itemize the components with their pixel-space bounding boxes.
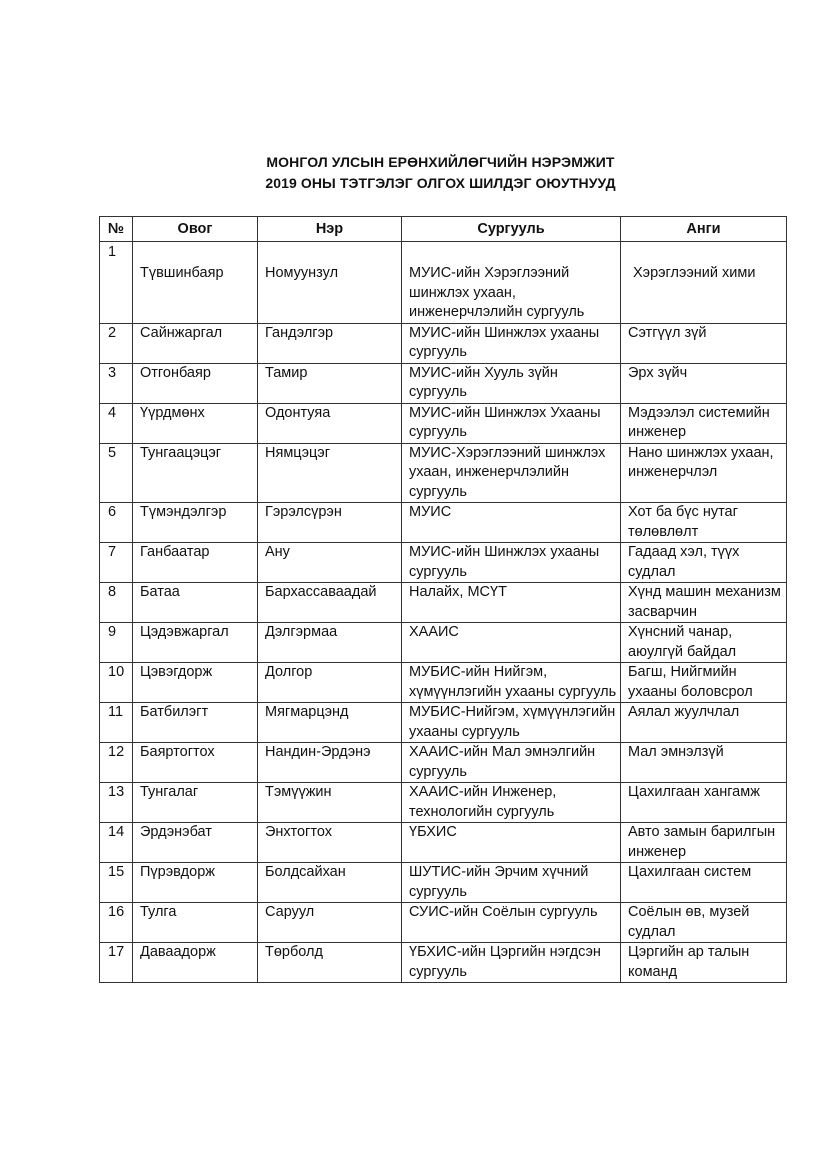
cell-grade: Цахилгаан систем — [621, 863, 787, 903]
table-row — [100, 443, 787, 503]
cell-num: 15 — [100, 863, 133, 903]
cell-num: 2 — [100, 323, 133, 363]
cell-num: 4 — [100, 403, 133, 443]
cell-school: ХААИС-ийн Мал эмнэлгийн сургууль — [402, 743, 621, 783]
cell-name: Саруул — [258, 903, 402, 943]
cell-surname: Батбилэгт — [133, 703, 258, 743]
cell-num: 3 — [100, 363, 133, 403]
cell-num: 16 — [100, 903, 133, 943]
cell-surname: Үүрдмөнх — [133, 403, 258, 443]
cell-surname: Ганбаатар — [133, 543, 258, 583]
cell-grade: Цахилгаан хангамж — [621, 783, 787, 823]
document-title-line2: 2019 ОНЫ ТЭТГЭЛЭГ ОЛГОХ ШИЛДЭГ ОЮУТНУУД — [265, 175, 616, 191]
table-row — [100, 623, 787, 663]
cell-name: Нямцэцэг — [258, 443, 402, 503]
cell-grade: Багш, Нийгмийн ухааны боловсрол — [621, 663, 787, 703]
cell-school: ХААИС — [402, 623, 621, 663]
table-row — [100, 503, 787, 543]
header-school: Сургууль — [402, 217, 621, 242]
cell-school: ХААИС-ийн Инженер, технологийн сургууль — [402, 783, 621, 823]
cell-grade: Сэтгүүл зүй — [621, 323, 787, 363]
cell-grade: Хүнд машин механизм засварчин — [621, 583, 787, 623]
table-row — [100, 403, 787, 443]
cell-surname: Тунгаацэцэг — [133, 443, 258, 503]
cell-num: 12 — [100, 743, 133, 783]
cell-num: 8 — [100, 583, 133, 623]
cell-school: МУИС-ийн Шинжлэх ухааны сургууль — [402, 323, 621, 363]
table-row — [100, 743, 787, 783]
cell-school: МУИС-ийн Шинжлэх Ухааны сургууль — [402, 403, 621, 443]
cell-num: 13 — [100, 783, 133, 823]
cell-grade: Эрх зүйч — [621, 363, 787, 403]
document-title-line1: МОНГОЛ УЛСЫН ЕРӨНХИЙЛӨГЧИЙН НЭРЭМЖИТ — [266, 154, 615, 170]
cell-school: ҮБХИС-ийн Цэргийн нэгдсэн сургууль — [402, 943, 621, 983]
cell-grade: Хот ба бүс нутаг төлөвлөлт — [621, 503, 787, 543]
table-row — [100, 242, 787, 324]
scholarship-table — [99, 216, 787, 983]
table-row — [100, 323, 787, 363]
header-grade: Анги — [621, 217, 787, 242]
cell-name: Мягмарцэнд — [258, 703, 402, 743]
cell-num: 1 — [100, 242, 133, 324]
cell-name: Гандэлгэр — [258, 323, 402, 363]
cell-num: 7 — [100, 543, 133, 583]
cell-surname: Түмэндэлгэр — [133, 503, 258, 543]
cell-surname: Түвшинбаяр — [133, 242, 258, 324]
cell-school: ШУТИС-ийн Эрчим хүчний сургууль — [402, 863, 621, 903]
table-row — [100, 543, 787, 583]
cell-name: Болдсайхан — [258, 863, 402, 903]
cell-num: 10 — [100, 663, 133, 703]
cell-num: 14 — [100, 823, 133, 863]
cell-name: Долгор — [258, 663, 402, 703]
cell-name: Төрболд — [258, 943, 402, 983]
header-surname: Овог — [133, 217, 258, 242]
cell-grade: Мал эмнэлзүй — [621, 743, 787, 783]
table-row — [100, 943, 787, 983]
cell-name: Энхтогтох — [258, 823, 402, 863]
cell-school: МУИС-ийн Хууль зүйн сургууль — [402, 363, 621, 403]
cell-surname: Тулга — [133, 903, 258, 943]
cell-surname: Тунгалаг — [133, 783, 258, 823]
table-row — [100, 363, 787, 403]
cell-grade: Гадаад хэл, түүх судлал — [621, 543, 787, 583]
table-row — [100, 663, 787, 703]
cell-grade: Хэрэглээний хими — [621, 242, 787, 324]
cell-school: СУИС-ийн Соёлын сургууль — [402, 903, 621, 943]
header-name: Нэр — [258, 217, 402, 242]
cell-school: МУИС-ийн Шинжлэх ухааны сургууль — [402, 543, 621, 583]
table-row — [100, 703, 787, 743]
cell-num: 11 — [100, 703, 133, 743]
table-row — [100, 903, 787, 943]
cell-surname: Сайнжаргал — [133, 323, 258, 363]
cell-name: Нандин-Эрдэнэ — [258, 743, 402, 783]
cell-school: МУИС — [402, 503, 621, 543]
cell-surname: Баяртогтох — [133, 743, 258, 783]
table-row — [100, 583, 787, 623]
cell-name: Номуунзул — [258, 242, 402, 324]
cell-school: Налайх, МСҮТ — [402, 583, 621, 623]
cell-num: 6 — [100, 503, 133, 543]
cell-surname: Пүрэвдорж — [133, 863, 258, 903]
cell-name: Гэрэлсүрэн — [258, 503, 402, 543]
cell-surname: Цэдэвжаргал — [133, 623, 258, 663]
cell-surname: Эрдэнэбат — [133, 823, 258, 863]
cell-surname: Батаа — [133, 583, 258, 623]
cell-school: МУИС-Хэрэглээний шинжлэх ухаан, инженерчлэлийн сургууль — [402, 443, 621, 503]
cell-grade: Цэргийн ар талын команд — [621, 943, 787, 983]
table-row — [100, 863, 787, 903]
cell-school: МУИС-ийн Хэрэглээний шинжлэх ухаан, инженерчлэлийн сургууль — [402, 242, 621, 324]
cell-surname: Даваадорж — [133, 943, 258, 983]
cell-grade: Хүнсний чанар, аюулгүй байдал — [621, 623, 787, 663]
header-num: № — [100, 217, 133, 242]
cell-grade: Соёлын өв, музей судлал — [621, 903, 787, 943]
cell-name: Бархассаваадай — [258, 583, 402, 623]
table-body — [100, 242, 787, 983]
table-header-row — [100, 217, 787, 242]
cell-name: Ану — [258, 543, 402, 583]
cell-surname: Цэвэгдорж — [133, 663, 258, 703]
cell-num: 17 — [100, 943, 133, 983]
table-row — [100, 783, 787, 823]
cell-name: Тэмүүжин — [258, 783, 402, 823]
cell-school: МУБИС-Нийгэм, хүмүүнлэгийн ухааны сургууль — [402, 703, 621, 743]
cell-school: МУБИС-ийн Нийгэм, хүмүүнлэгийн ухааны сургууль — [402, 663, 621, 703]
cell-name: Дэлгэрмаа — [258, 623, 402, 663]
cell-grade: Авто замын барилгын инженер — [621, 823, 787, 863]
table-row — [100, 823, 787, 863]
cell-surname: Отгонбаяр — [133, 363, 258, 403]
cell-name: Одонтуяа — [258, 403, 402, 443]
cell-grade: Нано шинжлэх ухаан, инженерчлэл — [621, 443, 787, 503]
cell-grade: Мэдээлэл системийн инженер — [621, 403, 787, 443]
cell-name: Тамир — [258, 363, 402, 403]
cell-school: ҮБХИС — [402, 823, 621, 863]
cell-num: 5 — [100, 443, 133, 503]
cell-grade: Аялал жуулчлал — [621, 703, 787, 743]
cell-num: 9 — [100, 623, 133, 663]
